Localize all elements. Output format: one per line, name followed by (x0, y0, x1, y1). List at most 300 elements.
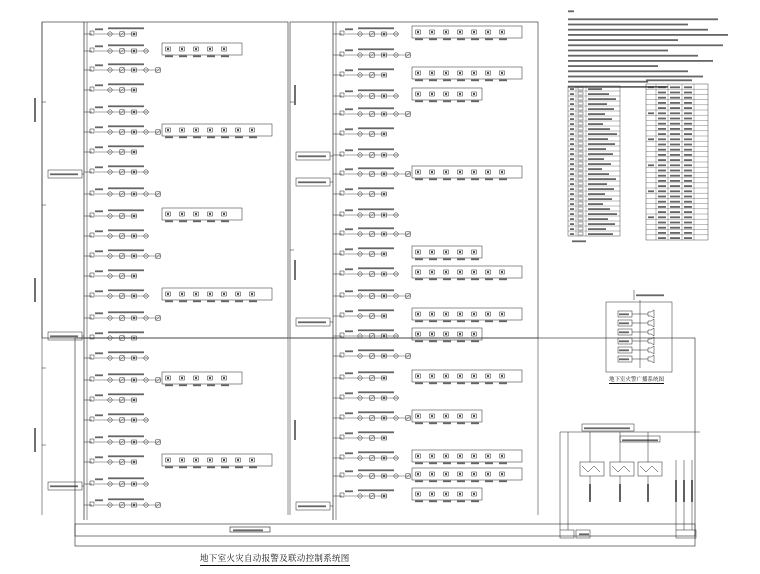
legend-desc (588, 198, 612, 200)
label-mark (108, 373, 144, 375)
module-symbol (430, 71, 435, 75)
module-fill (445, 93, 447, 95)
loop-number (95, 332, 103, 334)
label-mark (570, 103, 574, 105)
wiring-spec (670, 190, 680, 192)
module-fill (237, 459, 239, 461)
module-symbol (458, 332, 463, 336)
module-fill (459, 31, 461, 33)
module-symbol (250, 292, 255, 296)
module-tag (471, 340, 479, 342)
module-tag (471, 462, 479, 464)
label-mark (588, 208, 610, 210)
wiring-qty (684, 190, 692, 192)
module-fill (473, 313, 475, 315)
legend-index (570, 148, 574, 150)
label-mark (443, 79, 451, 81)
label-mark (670, 175, 680, 177)
module-fill (251, 129, 253, 131)
module-tag (221, 300, 229, 302)
module-symbol (416, 472, 421, 476)
label-mark (670, 118, 680, 120)
label-mark (670, 190, 680, 192)
wiring-code (658, 227, 666, 229)
module-tag (457, 480, 465, 482)
label-mark (636, 294, 664, 296)
label-mark (684, 133, 692, 135)
module-tag (193, 300, 201, 302)
label-mark (165, 466, 173, 468)
label-mark (179, 466, 187, 468)
module-fill (431, 473, 433, 475)
module-tag (499, 480, 507, 482)
module-tag (485, 178, 493, 180)
module-fill (501, 171, 503, 173)
module-tag (457, 340, 465, 342)
loop-row (333, 488, 482, 502)
module-fill (487, 313, 489, 315)
module-tag (221, 220, 229, 222)
zone-vertical-label (294, 420, 296, 440)
loop-number (95, 126, 103, 128)
module-group-frame (412, 67, 522, 79)
speaker-icon (648, 319, 654, 327)
legend-index (570, 138, 574, 140)
label-mark (443, 100, 451, 102)
label-mark (443, 340, 451, 342)
module-symbol (180, 212, 185, 216)
note-line (568, 70, 688, 72)
legend-symbol (578, 162, 583, 165)
loop-address (358, 411, 394, 413)
legend-desc (588, 163, 611, 165)
module-tag (499, 278, 507, 280)
label-mark (588, 173, 609, 175)
wiring-spec (670, 180, 680, 182)
module-fill (209, 129, 211, 131)
wiring-code (658, 222, 666, 224)
isolator-box (340, 52, 344, 56)
label-mark (358, 371, 394, 373)
module-tag (485, 382, 493, 384)
label-mark (670, 133, 680, 135)
module-group-frame (162, 288, 272, 300)
label-mark (108, 187, 144, 189)
module-fill (431, 271, 433, 273)
loop-row (333, 208, 399, 217)
module-symbol (222, 128, 227, 132)
label-mark (471, 382, 479, 384)
module-symbol (500, 312, 505, 316)
label-mark (457, 38, 465, 40)
module-fill (209, 213, 211, 215)
wiring-spec (670, 107, 680, 109)
label-mark (457, 480, 465, 482)
module-tag (429, 79, 437, 81)
loop-number (95, 250, 103, 252)
label-mark (499, 79, 507, 81)
loop-number (345, 49, 353, 51)
module-symbol (194, 47, 199, 51)
label-mark (684, 164, 692, 166)
label-mark (588, 163, 611, 165)
legend-desc (588, 178, 616, 180)
label-mark (588, 113, 605, 115)
loop-row (84, 269, 144, 278)
label-mark (95, 478, 103, 480)
label-mark (457, 462, 465, 464)
label-mark (165, 136, 173, 138)
label-mark (684, 201, 692, 203)
label-mark (684, 123, 692, 125)
legend-desc (588, 158, 604, 160)
isolator-box (340, 293, 344, 297)
label-mark (429, 100, 437, 102)
note-line (568, 39, 678, 41)
label-mark (415, 500, 423, 502)
isolator-box (90, 149, 94, 153)
label-mark (670, 144, 680, 146)
control-cabinet (610, 462, 634, 476)
loop-address (358, 208, 394, 210)
module-fill (167, 213, 169, 215)
label-mark (588, 158, 604, 160)
module-fill (473, 375, 475, 377)
area-panel-label (50, 485, 78, 487)
label-mark (570, 88, 574, 90)
wiring-qty (684, 237, 692, 239)
wiring-spec (670, 97, 680, 99)
loop-row (333, 431, 394, 440)
module-symbol (430, 472, 435, 476)
loop-row (333, 67, 522, 81)
isolator-box (340, 93, 344, 97)
module-group-frame (162, 208, 242, 220)
module-tag (457, 79, 465, 81)
module-tag (471, 382, 479, 384)
label-mark (471, 100, 479, 102)
label-mark (108, 63, 144, 65)
module-tag (443, 278, 451, 280)
module-tag (415, 178, 423, 180)
loop-row (333, 370, 522, 384)
module-tag (499, 320, 507, 322)
loop-address (108, 63, 144, 65)
label-mark (108, 83, 144, 85)
label-mark (588, 133, 617, 135)
module-symbol (444, 332, 449, 336)
module-tag (415, 480, 423, 482)
legend-symbol (578, 132, 583, 135)
label-mark (648, 164, 654, 166)
label-mark (95, 106, 103, 108)
label-mark (471, 340, 479, 342)
module-symbol (500, 454, 505, 458)
label-mark (485, 462, 493, 464)
module-symbol (500, 30, 505, 34)
area-panel-label (298, 155, 326, 157)
label-mark (588, 168, 602, 170)
label-mark (95, 270, 103, 272)
module-fill (459, 251, 461, 253)
loop-number (345, 69, 353, 71)
bottom-trunk-bus (75, 524, 695, 536)
speaker-icon (648, 310, 654, 318)
loop-number (95, 84, 103, 86)
label-mark (179, 55, 187, 57)
isolator-box (90, 355, 94, 359)
label-mark (95, 230, 103, 232)
loop-number (345, 149, 353, 151)
module-symbol (444, 270, 449, 274)
legend-desc (588, 228, 606, 230)
label-mark (485, 79, 493, 81)
loop-address (358, 329, 394, 331)
loop-row (333, 26, 522, 40)
module-fill (445, 271, 447, 273)
module-symbol (430, 492, 435, 496)
module-tag (235, 300, 243, 302)
module-fill (417, 415, 419, 417)
legend-symbol (578, 157, 583, 160)
label-mark (429, 480, 437, 482)
label-mark (619, 322, 629, 324)
label-mark (619, 331, 629, 333)
module-group-frame (162, 43, 242, 55)
label-mark (570, 208, 574, 210)
loop-address (108, 435, 144, 437)
wiring-qty (684, 211, 692, 213)
loop-number (345, 28, 353, 30)
module-fill (417, 473, 419, 475)
loop-number (345, 108, 353, 110)
label-mark (579, 533, 589, 535)
label-mark (658, 133, 666, 135)
label-mark (658, 211, 666, 213)
module-tag (443, 382, 451, 384)
module-fill (445, 333, 447, 335)
loop-row (84, 83, 144, 92)
module-symbol (486, 454, 491, 458)
label-mark (670, 97, 680, 99)
module-fill (459, 313, 461, 315)
label-mark (358, 411, 394, 413)
legend-desc (588, 233, 613, 235)
loop-number (95, 106, 103, 108)
module-fill (473, 31, 475, 33)
module-fill (431, 455, 433, 457)
module-tag (499, 178, 507, 180)
module-symbol (166, 292, 171, 296)
label-mark (568, 34, 728, 36)
wiring-qty (684, 185, 692, 187)
legend-desc (588, 113, 605, 115)
wiring-code (658, 232, 666, 234)
label-mark (499, 382, 507, 384)
label-mark (50, 335, 78, 337)
module-symbol (458, 374, 463, 378)
label-mark (345, 268, 353, 270)
isolator-box (340, 313, 344, 317)
module-fill (181, 213, 183, 215)
label-mark (345, 412, 353, 414)
legend-index (570, 233, 574, 235)
module-fill (417, 93, 419, 95)
wiring-qty (684, 92, 692, 94)
label-mark (588, 118, 612, 120)
module-symbol (472, 492, 477, 496)
module-tag (457, 100, 465, 102)
module-symbol (416, 332, 421, 336)
label-mark (670, 180, 680, 182)
label-mark (207, 220, 215, 222)
module-tag (499, 462, 507, 464)
speaker-icon (648, 346, 654, 354)
loop-row (333, 289, 411, 298)
module-fill (195, 377, 197, 379)
isolator-box (340, 191, 344, 195)
label-mark (50, 485, 78, 487)
module-symbol (416, 414, 421, 418)
module-tag (415, 340, 423, 342)
isolator-box (90, 417, 94, 421)
wiring-spec (670, 112, 680, 114)
label-mark (568, 39, 678, 41)
label-mark (568, 50, 668, 52)
legend-symbol (578, 92, 583, 95)
label-mark (670, 92, 680, 94)
module-tag (193, 384, 201, 386)
label-mark (588, 213, 617, 215)
module-symbol (472, 270, 477, 274)
label-mark (568, 18, 718, 20)
wiring-spec (670, 170, 680, 172)
label-mark (658, 232, 666, 234)
wiring-code (658, 201, 666, 203)
module-fill (431, 333, 433, 335)
wiring-code (658, 86, 666, 88)
isolator-box (90, 397, 94, 401)
module-symbol (416, 92, 421, 96)
module-tag (443, 340, 451, 342)
legend-symbol (578, 117, 583, 120)
label-mark (684, 170, 692, 172)
module-symbol (208, 47, 213, 51)
module-fill (459, 493, 461, 495)
label-mark (108, 145, 144, 147)
module-fill (445, 375, 447, 377)
legend-symbol (578, 212, 583, 215)
module-fill (445, 31, 447, 33)
legend-desc (588, 168, 602, 170)
label-mark (345, 209, 353, 211)
wiring-spec (670, 159, 680, 161)
legend-desc (588, 213, 617, 215)
label-mark (568, 65, 658, 67)
note-line (568, 55, 698, 57)
wiring-qty (684, 222, 692, 224)
module-tag (443, 178, 451, 180)
loop-address (358, 187, 394, 189)
module-fill (223, 377, 225, 379)
module-symbol (444, 414, 449, 418)
broadcast-source-label (636, 294, 664, 296)
label-mark (95, 436, 103, 438)
legend-index (570, 168, 574, 170)
wiring-code (658, 128, 666, 130)
legend-desc (588, 153, 613, 155)
label-mark (670, 232, 680, 234)
module-fill (459, 271, 461, 273)
module-fill (167, 377, 169, 379)
legend-desc (588, 98, 616, 100)
label-mark (658, 128, 666, 130)
module-fill (501, 313, 503, 315)
label-mark (684, 185, 692, 187)
amp-zone-label (619, 358, 629, 360)
label-mark (588, 193, 605, 195)
module-tag (179, 220, 187, 222)
wiring-group (648, 190, 654, 192)
label-mark (221, 466, 229, 468)
label-mark (570, 223, 574, 225)
loop-number (345, 392, 353, 394)
label-mark (108, 331, 144, 333)
module-symbol (486, 71, 491, 75)
module-tag (499, 382, 507, 384)
legend-index (570, 153, 574, 155)
module-fill (167, 129, 169, 131)
module-symbol (166, 212, 171, 216)
loop-number (95, 188, 103, 190)
module-symbol (472, 414, 477, 418)
legend-symbol (578, 172, 583, 175)
module-tag (415, 38, 423, 40)
label-mark (588, 93, 609, 95)
label-mark (457, 340, 465, 342)
label-mark (570, 93, 574, 95)
module-fill (487, 455, 489, 457)
loop-address (358, 127, 394, 129)
loop-number (95, 374, 103, 376)
legend-index (570, 208, 574, 210)
module-fill (209, 459, 211, 461)
loop-row (333, 450, 522, 464)
label-mark (95, 166, 103, 168)
loop-number (95, 230, 103, 232)
label-mark (108, 44, 144, 46)
module-symbol (472, 170, 477, 174)
label-mark (358, 289, 394, 291)
legend-index (570, 103, 574, 105)
label-mark (622, 439, 658, 441)
legend-symbol (578, 177, 583, 180)
label-mark (443, 258, 451, 260)
module-symbol (430, 92, 435, 96)
wiring-spec (670, 86, 680, 88)
label-mark (588, 103, 607, 105)
legend-symbol (578, 207, 583, 210)
label-mark (221, 136, 229, 138)
label-mark (570, 153, 574, 155)
module-symbol (236, 128, 241, 132)
loop-row (84, 477, 149, 486)
module-symbol (430, 374, 435, 378)
module-tag (415, 258, 423, 260)
legend-desc (588, 93, 609, 95)
label-mark (670, 222, 680, 224)
module-tag (415, 79, 423, 81)
